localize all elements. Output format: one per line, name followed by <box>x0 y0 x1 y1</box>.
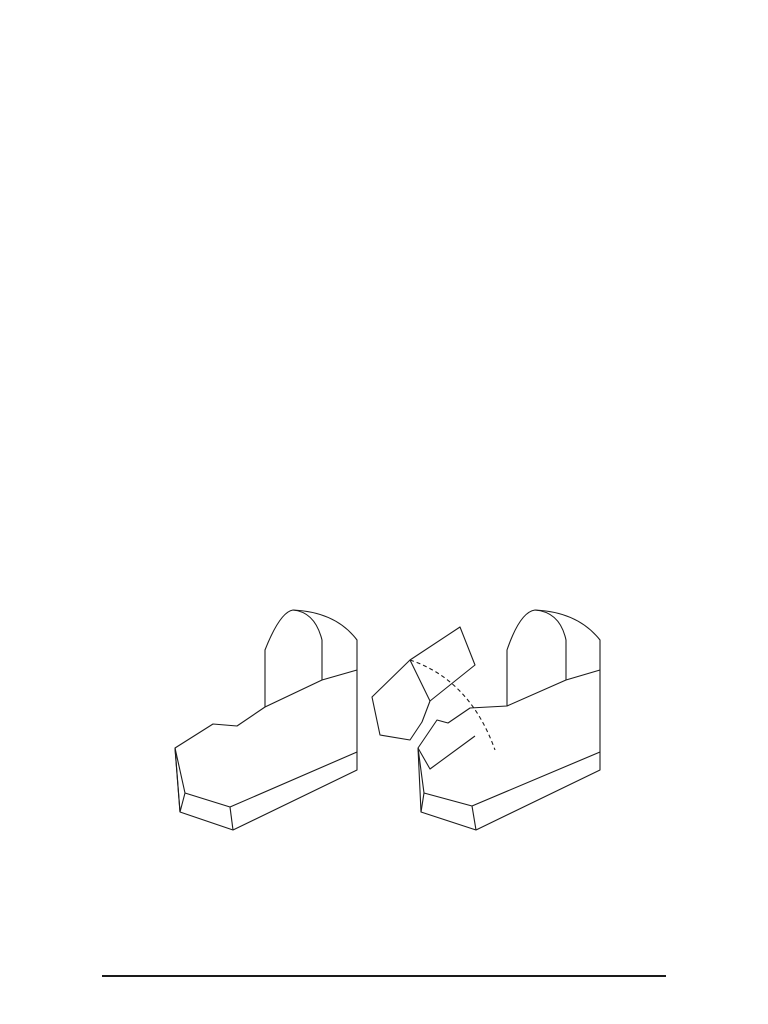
example-part-figure <box>162 598 672 844</box>
part-closed-drawing <box>175 610 357 830</box>
footer-rule <box>102 975 666 977</box>
part-open-drawing <box>372 610 600 830</box>
